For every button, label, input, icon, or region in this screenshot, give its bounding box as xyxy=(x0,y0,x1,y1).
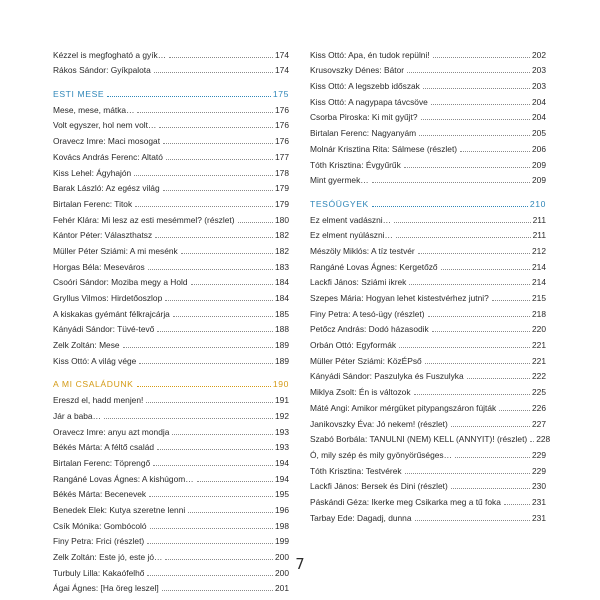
page-ref: 174 xyxy=(275,49,289,60)
entry-title: Ereszd el, hadd menjen! xyxy=(53,395,144,406)
page-ref: 174 xyxy=(275,65,289,76)
toc-entry xyxy=(310,476,546,492)
dot-leader xyxy=(123,347,273,348)
entry-title: Gryllus Vilmos: Hirdetőoszlop xyxy=(53,293,163,303)
page-ref: 185 xyxy=(275,308,289,319)
entry-title: Ó, mily szép és mily gyönyörűséges… xyxy=(310,449,452,460)
dot-leader xyxy=(181,253,273,254)
page-ref: 212 xyxy=(532,245,546,256)
page-ref: 202 xyxy=(532,49,546,60)
page-ref: 176 xyxy=(275,120,289,131)
toc-entry xyxy=(310,91,546,107)
dot-leader xyxy=(415,520,531,521)
dot-leader xyxy=(149,496,273,497)
page-ref: 177 xyxy=(275,151,289,162)
toc-entry xyxy=(310,154,546,170)
page-ref: 195 xyxy=(275,489,289,500)
toc-entry xyxy=(310,460,546,476)
dot-leader xyxy=(191,284,273,285)
toc-entry xyxy=(310,240,546,256)
toc-entry xyxy=(53,256,289,272)
dot-leader xyxy=(157,449,273,450)
toc-entry xyxy=(310,429,551,445)
entry-title: Zelk Zoltán: Este jó, este jó… xyxy=(53,552,163,562)
dot-leader xyxy=(169,57,273,58)
toc-left-column xyxy=(53,44,289,593)
dot-leader xyxy=(139,363,273,364)
toc-entry xyxy=(310,350,546,366)
toc-entry xyxy=(310,170,546,186)
entry-title: Kiss Ottó: A nagypapa távcsöve xyxy=(310,96,428,107)
toc-entry xyxy=(53,60,289,76)
dot-leader xyxy=(165,300,273,301)
page-ref: 192 xyxy=(275,410,289,421)
dot-leader xyxy=(405,473,530,474)
entry-title: Finy Petra: Frici (részlet) xyxy=(53,536,145,547)
toc-entry xyxy=(53,240,289,256)
toc-entry xyxy=(310,444,546,460)
dot-leader xyxy=(499,410,530,411)
toc-entry xyxy=(53,468,289,484)
page-ref: 211 xyxy=(532,230,546,241)
entry-title: Mészöly Miklós: A tíz testvér xyxy=(310,245,415,256)
dot-leader xyxy=(238,222,274,223)
toc-entry xyxy=(310,366,546,382)
toc-right-column xyxy=(310,44,551,523)
toc-entry xyxy=(53,193,289,209)
dot-leader xyxy=(372,182,530,183)
entry-title: Benedek Elek: Kutya szeretne lenni xyxy=(53,504,186,515)
page-ref: 215 xyxy=(532,293,546,303)
toc-entry xyxy=(310,256,546,272)
toc-entry xyxy=(53,99,289,115)
dot-leader xyxy=(419,135,530,136)
entry-title: Csorba Piroska: Ki mit gyűjt? xyxy=(310,112,418,123)
page-ref: 179 xyxy=(275,183,289,194)
toc-entry xyxy=(310,413,546,429)
page-ref: 209 xyxy=(532,159,546,170)
toc-entry xyxy=(310,334,546,350)
entry-title: Lackfi János: Bersek és Dini (részlet) xyxy=(310,481,448,492)
page-ref: 191 xyxy=(275,395,289,406)
entry-title: Fehér Klára: Mi lesz az esti mesémmel? (részlet) xyxy=(53,214,235,225)
entry-title: Ez elment nyúlászni… xyxy=(310,230,393,241)
dot-leader xyxy=(432,331,530,332)
page-ref: 231 xyxy=(532,512,546,523)
toc-entry xyxy=(53,421,289,437)
dot-leader xyxy=(146,402,273,403)
dot-leader xyxy=(154,72,273,73)
dot-leader xyxy=(172,434,273,435)
toc-entry xyxy=(310,138,546,154)
page-ref: 203 xyxy=(532,81,546,92)
toc-entry xyxy=(310,272,546,288)
entry-title: Müller Péter Sziámi: KözÉPső xyxy=(310,355,422,366)
entry-title: Kántor Péter: Választhatsz xyxy=(53,230,153,241)
dot-leader xyxy=(155,237,273,238)
toc-entry xyxy=(53,499,289,515)
dot-leader xyxy=(372,206,528,207)
page-ref: 230 xyxy=(532,481,546,492)
dot-leader xyxy=(148,269,273,270)
toc-entry xyxy=(53,146,289,162)
toc-entry xyxy=(53,334,289,350)
toc-entry xyxy=(310,381,546,397)
page-ref: 179 xyxy=(275,198,289,209)
toc-entry xyxy=(53,303,289,319)
page-ref: 182 xyxy=(275,230,289,241)
dot-leader xyxy=(404,167,530,168)
page-ref: 210 xyxy=(529,198,546,209)
toc-entry xyxy=(53,319,289,335)
page-ref: 176 xyxy=(275,104,289,115)
page-ref: 201 xyxy=(275,583,289,594)
dot-leader xyxy=(137,112,273,113)
dot-leader xyxy=(394,222,531,223)
dot-leader xyxy=(396,237,531,238)
page-ref: 221 xyxy=(532,355,546,366)
entry-title: Rákos Sándor: Gyíkpalota xyxy=(53,65,151,76)
dot-leader xyxy=(460,151,530,152)
toc-entry xyxy=(310,225,546,241)
toc-entry xyxy=(53,389,289,405)
entry-title: Finy Petra: A tesó-ügy (részlet) xyxy=(310,308,425,319)
entry-title: Kiss Lehel: Ágyhajón xyxy=(53,167,132,178)
page-ref: 221 xyxy=(532,340,546,351)
entry-title: Ágai Ágnes: [Ha öreg leszel] xyxy=(53,583,159,594)
toc-entry xyxy=(53,515,289,531)
page-ref: 176 xyxy=(275,136,289,147)
page-ref: 193 xyxy=(275,442,289,453)
dot-leader xyxy=(150,528,273,529)
page-ref: 231 xyxy=(532,496,546,507)
entry-title: Tóth Krisztina: Testvérek xyxy=(310,465,402,476)
toc-entry xyxy=(53,350,289,366)
entry-title: Mint gyermek… xyxy=(310,175,369,186)
toc-entry xyxy=(53,405,289,421)
toc-entry xyxy=(53,452,289,468)
toc-entry xyxy=(53,225,289,241)
page-ref: 227 xyxy=(532,418,546,429)
page-ref: 214 xyxy=(532,277,546,288)
dot-leader xyxy=(425,363,530,364)
dot-leader xyxy=(407,72,530,73)
toc-entry xyxy=(310,397,546,413)
entry-title: Tóth Krisztina: Évgyűrűk xyxy=(310,159,401,170)
entry-title: Kiss Ottó: A legszebb időszak xyxy=(310,81,420,92)
entry-title: Birtalan Ferenc: Töprengő xyxy=(53,457,151,468)
toc-entry xyxy=(310,303,546,319)
dot-leader xyxy=(197,481,273,482)
entry-title: Máté Angi: Amikor mérgüket pitypangszáron fújták xyxy=(310,402,497,413)
entry-title: Csoóri Sándor: Moziba megy a Hold xyxy=(53,277,188,288)
page-ref: 199 xyxy=(275,536,289,547)
dot-leader xyxy=(451,488,530,489)
entry-title: Békés Márta: A féltő család xyxy=(53,442,155,453)
dot-leader xyxy=(107,96,271,97)
entry-title: Horgas Béla: Meseváros xyxy=(53,261,145,272)
entry-title: Orbán Ottó: Egyformák xyxy=(310,340,397,351)
dot-leader xyxy=(409,284,530,285)
section-title: A MI CSALÁDUNK xyxy=(53,379,134,390)
toc-section-heading xyxy=(310,193,546,209)
entry-title: A kiskakas gyémánt félkrajcárja xyxy=(53,308,170,319)
dot-leader xyxy=(423,88,530,89)
dot-leader xyxy=(433,57,530,58)
dot-leader xyxy=(428,316,531,317)
entry-title: Kiss Ottó: Apa, én tudok repülni! xyxy=(310,49,430,60)
toc-entry xyxy=(310,287,546,303)
toc-entry xyxy=(310,491,546,507)
dot-leader xyxy=(441,269,530,270)
entry-title: Rangáné Lovas Ágnes: A kishúgom… xyxy=(53,473,194,484)
toc-entry xyxy=(53,437,289,453)
entry-title: Barak László: Az egész világ xyxy=(53,183,160,194)
toc-entry xyxy=(310,507,546,523)
page-ref: 190 xyxy=(272,379,289,390)
toc-entry xyxy=(53,209,289,225)
toc-section-heading xyxy=(53,83,289,99)
entry-title: Oravecz Imre: Maci mosogat xyxy=(53,136,161,147)
dot-leader xyxy=(147,575,273,576)
entry-title: Kiss Ottó: A világ vége xyxy=(53,355,137,366)
toc-entry xyxy=(310,44,546,60)
entry-title: Krusovszky Dénes: Bátor xyxy=(310,65,405,76)
entry-title: Kézzel is megfogható a gyík… xyxy=(53,49,167,60)
dot-leader xyxy=(504,504,530,505)
page-ref: 194 xyxy=(275,473,289,484)
dot-leader xyxy=(530,441,534,442)
dot-leader xyxy=(431,104,530,105)
dot-leader xyxy=(137,386,271,387)
toc-entry xyxy=(310,122,546,138)
page-ref: 196 xyxy=(275,504,289,515)
page-ref: 205 xyxy=(532,128,546,139)
page-ref: 183 xyxy=(275,261,289,272)
entry-title: Szabó Borbála: TANULNI (NEM) KELL (ANNYIT)! (részlet) xyxy=(310,434,528,445)
page-ref: 209 xyxy=(532,175,546,186)
page-ref: 206 xyxy=(532,143,546,154)
dot-leader xyxy=(492,300,530,301)
entry-title: Szepes Mária: Hogyan lehet kistestvérhez jutni? xyxy=(310,293,489,303)
dot-leader xyxy=(399,347,530,348)
dot-leader xyxy=(104,418,273,419)
entry-title: Petőcz András: Dodó házasodik xyxy=(310,324,429,335)
toc-entry xyxy=(53,287,289,303)
dot-leader xyxy=(421,119,530,120)
page-ref: 189 xyxy=(275,355,289,366)
dot-leader xyxy=(134,175,273,176)
toc-entry xyxy=(53,178,289,194)
entry-title: Kovács András Ferenc: Altató xyxy=(53,151,163,162)
dot-leader xyxy=(455,457,530,458)
page-ref: 222 xyxy=(532,371,546,382)
toc-entry xyxy=(53,531,289,547)
entry-title: Müller Péter Sziámi: A mi mesénk xyxy=(53,245,178,256)
entry-title: Békés Márta: Becenevek xyxy=(53,489,147,500)
dot-leader xyxy=(166,159,273,160)
entry-title: Lackfi János: Sziámi ikrek xyxy=(310,277,407,288)
entry-title: Birtalan Ferenc: Nagyanyám xyxy=(310,128,417,139)
dot-leader xyxy=(135,206,273,207)
dot-leader xyxy=(163,143,273,144)
page-ref: 193 xyxy=(275,426,289,437)
dot-leader xyxy=(163,190,273,191)
entry-title: Zelk Zoltán: Mese xyxy=(53,340,120,351)
page-ref: 182 xyxy=(275,245,289,256)
page-ref: 203 xyxy=(532,65,546,76)
entry-title: Ez elment vadászni… xyxy=(310,214,391,225)
dot-leader xyxy=(159,127,273,128)
page-ref: 204 xyxy=(532,96,546,107)
page-ref: 200 xyxy=(275,552,289,562)
page-ref: 200 xyxy=(275,567,289,578)
entry-title: Mese, mese, mátka… xyxy=(53,104,135,115)
entry-title: Volt egyszer, hol nem volt… xyxy=(53,120,157,131)
page-ref: 175 xyxy=(272,89,289,100)
toc-entry xyxy=(310,107,546,123)
toc-entry xyxy=(53,130,289,146)
dot-leader xyxy=(147,543,273,544)
entry-title: Páskándi Géza: Ikerke meg Csikarka meg a tű foka xyxy=(310,496,501,507)
page-number: 7 xyxy=(295,555,305,573)
page-ref: 178 xyxy=(275,167,289,178)
section-title: ESTI MESE xyxy=(53,89,105,100)
entry-title: Csík Mónika: Gombócoló xyxy=(53,520,147,531)
page-ref: 189 xyxy=(275,340,289,351)
toc-entry xyxy=(53,484,289,500)
page-ref: 184 xyxy=(275,277,289,288)
toc-entry xyxy=(53,272,289,288)
dot-leader xyxy=(153,465,273,466)
dot-leader xyxy=(418,253,530,254)
page-ref: 194 xyxy=(275,457,289,468)
toc-entry xyxy=(310,209,546,225)
entry-title: Molnár Krisztina Rita: Sálmese (részlet) xyxy=(310,143,458,154)
page-ref: 225 xyxy=(532,387,546,398)
dot-leader xyxy=(162,590,273,591)
page-ref: 229 xyxy=(532,449,546,460)
dot-leader xyxy=(188,512,273,513)
entry-title: Kányádi Sándor: Paszulyka és Fuszulyka xyxy=(310,371,464,382)
entry-title: Tarbay Ede: Dagadj, dunna xyxy=(310,512,412,523)
page-ref: 226 xyxy=(532,402,546,413)
dot-leader xyxy=(414,394,530,395)
toc-entry xyxy=(53,578,289,594)
entry-title: Kányádi Sándor: Tüvé-tevő xyxy=(53,324,155,335)
toc-entry xyxy=(53,162,289,178)
entry-title: Jár a baba… xyxy=(53,410,101,421)
page-ref: 218 xyxy=(532,308,546,319)
toc-entry xyxy=(53,115,289,131)
section-title: TESÓÜGYEK xyxy=(310,198,369,209)
toc-entry xyxy=(310,75,546,91)
page-ref: 228 xyxy=(536,434,551,445)
page-ref: 204 xyxy=(532,112,546,123)
entry-title: Oravecz Imre: anyu azt mondja xyxy=(53,426,170,437)
dot-leader xyxy=(467,378,530,379)
toc-entry xyxy=(53,44,289,60)
page-ref: 188 xyxy=(275,324,289,335)
entry-title: Miklya Zsolt: Én is változok xyxy=(310,387,411,398)
dot-leader xyxy=(451,426,530,427)
page-ref: 180 xyxy=(275,214,289,225)
page-ref: 220 xyxy=(532,324,546,335)
entry-title: Janikovszky Éva: Jó nekem! (részlet) xyxy=(310,418,448,429)
page-ref: 229 xyxy=(532,465,546,476)
toc-section-heading xyxy=(53,374,289,390)
page-ref: 211 xyxy=(532,214,546,225)
toc-entry xyxy=(310,319,546,335)
entry-title: Birtalan Ferenc: Titok xyxy=(53,198,133,209)
page-ref: 184 xyxy=(275,293,289,303)
dot-leader xyxy=(173,316,273,317)
dot-leader xyxy=(157,331,273,332)
entry-title: Rangáné Lovas Ágnes: Kergetőző xyxy=(310,261,438,272)
page-ref: 198 xyxy=(275,520,289,531)
entry-title: Turbuly Lilla: Kakaófelhő xyxy=(53,567,145,578)
toc-entry xyxy=(310,60,546,76)
page-ref: 214 xyxy=(532,261,546,272)
